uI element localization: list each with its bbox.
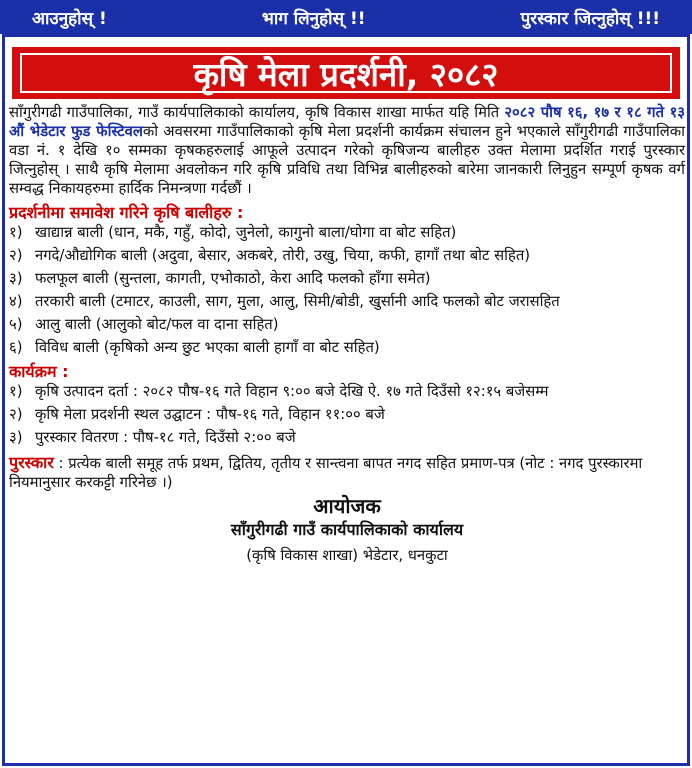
organizer-heading: आयोजक xyxy=(313,494,381,518)
prize-label: पुरस्कार xyxy=(9,453,54,472)
prize-text: : प्रत्येक बाली समूह तर्फ प्रथम, द्वितिय, तृतीय र सान्त्वना बापत नगद सहित प्रमाण-पत्र (नोट : नगद पुरस्कारमा नियमानुसार करकट्टी गरिनेछ ।) xyxy=(9,455,643,491)
list-item xyxy=(9,223,685,242)
intro-paragraph xyxy=(9,103,685,198)
list-item xyxy=(9,405,685,424)
crops-heading: प्रदर्शनीमा समावेश गरिने कृषि बालीहरु : xyxy=(9,203,244,222)
list-item xyxy=(9,292,685,311)
item-text: आलु बाली (आलुको बोट/फल वा दाना सहित) xyxy=(35,316,279,333)
organizer-subtitle: (कृषि विकास शाखा) भेडेटार, धनकुटा xyxy=(246,547,448,564)
list-item xyxy=(9,315,685,334)
organizer-block xyxy=(9,494,685,565)
top-banner xyxy=(0,0,692,34)
intro-text-2: को अवसरमा गाउँपालिकाको कृषि मेला प्रदर्शनी कार्यक्रम संचालन हुने भएकाले साँगुरीगढी गाउँपालिका वडा नं. १ देखि १० सम्मका कृषकहरुलाई आफूले उत्पादन गरेको कृषिजन्य बालीहरु उक्त मेलामा प्रदर्शित गराई पुरस्कार जित्नुहोस् । साथै कृषि मेलामा अवलोकन गरि कृषि प्रविधि तथा विभिन्न बालीहरुको बारेमा जानकारी लिनुहुन सम्पूर्ण कृषक वर्ग सम्वद्ध निकायहरुमा हार्दिक निमन्त्रणा गर्दछौं । xyxy=(9,123,685,197)
item-number: ६) xyxy=(9,339,23,356)
item-text: विविध बाली (कृषिको अन्य छुट भएका बाली हागाँ वा बोट सहित) xyxy=(35,339,380,356)
title-text: कृषि मेला प्रदर्शनी, २०८२ xyxy=(193,54,499,94)
program-list xyxy=(9,382,685,447)
banner-text-come: आउनुहोस् ! xyxy=(32,8,107,29)
list-item xyxy=(9,269,685,288)
title-inner-border xyxy=(20,53,672,93)
item-number: ५) xyxy=(9,316,23,333)
program-heading: कार्यक्रम : xyxy=(9,362,69,381)
item-text: खाद्यान्न बाली (धान, मकै, गहुँ, कोदो, जुनेलो, कागुनो बाला/घोगा वा बोट सहित) xyxy=(35,224,457,241)
prize-paragraph xyxy=(9,453,685,492)
item-number: १) xyxy=(9,224,23,241)
item-number: ४) xyxy=(9,293,23,310)
list-item xyxy=(9,428,685,447)
item-text: फलफूल बाली (सुन्तला, कागती, एभोकाठो, केरा आदि फलको हाँगा समेत) xyxy=(35,270,431,287)
banner-text-participate: भाग लिनुहोस् !! xyxy=(261,8,366,29)
intro-text-1: साँगुरीगढी गाउँपालिका, गाउँ कार्यपालिकाको कार्यालय, कृषि विकास शाखा मार्फत यहि मिति xyxy=(9,104,505,121)
crops-list xyxy=(9,223,685,357)
item-number: २) xyxy=(9,406,23,423)
list-item xyxy=(9,338,685,357)
item-text: पुरस्कार वितरण : पौष-१८ गते, दिउँसो २:०० बजे xyxy=(35,429,296,446)
item-text: कृषि मेला प्रदर्शनी स्थल उद्घाटन : पौष-१६ गते, विहान ११:०० बजे xyxy=(35,406,385,423)
item-number: १) xyxy=(9,383,23,400)
organizer-name: साँगुरीगढी गाउँ कार्यपालिकाको कार्यालय xyxy=(230,520,464,539)
page-title xyxy=(12,47,680,99)
item-number: ३) xyxy=(9,429,23,446)
item-text: तरकारी बाली (टमाटर, काउली, साग, मुला, आलु, सिमी/बोडी, खुर्सानी आदि फलको बोट जरासहित xyxy=(35,293,560,310)
item-text: कृषि उत्पादन दर्ता : २०८२ पौष-१६ गते विहान ९:०० बजे देखि ऐ. १७ गते दिउँसो १२:१५ बजेसम्म xyxy=(35,383,549,400)
event-date-highlight: २०८२ पौष १६, १७ र १८ गते १३ औं भेडेटार फुड फेस्टिवल xyxy=(9,104,685,140)
notice-body xyxy=(9,103,685,565)
item-number: २) xyxy=(9,247,23,264)
list-item xyxy=(9,382,685,401)
banner-text-win: पुरस्कार जित्नुहोस् !!! xyxy=(520,8,660,29)
list-item xyxy=(9,246,685,265)
item-number: ३) xyxy=(9,270,23,287)
item-text: नगदे/औद्योगिक बाली (अदुवा, बेसार, अकबरे, तोरी, उखु, चिया, कफी, हागाँ तथा बोट सहित) xyxy=(35,247,531,264)
